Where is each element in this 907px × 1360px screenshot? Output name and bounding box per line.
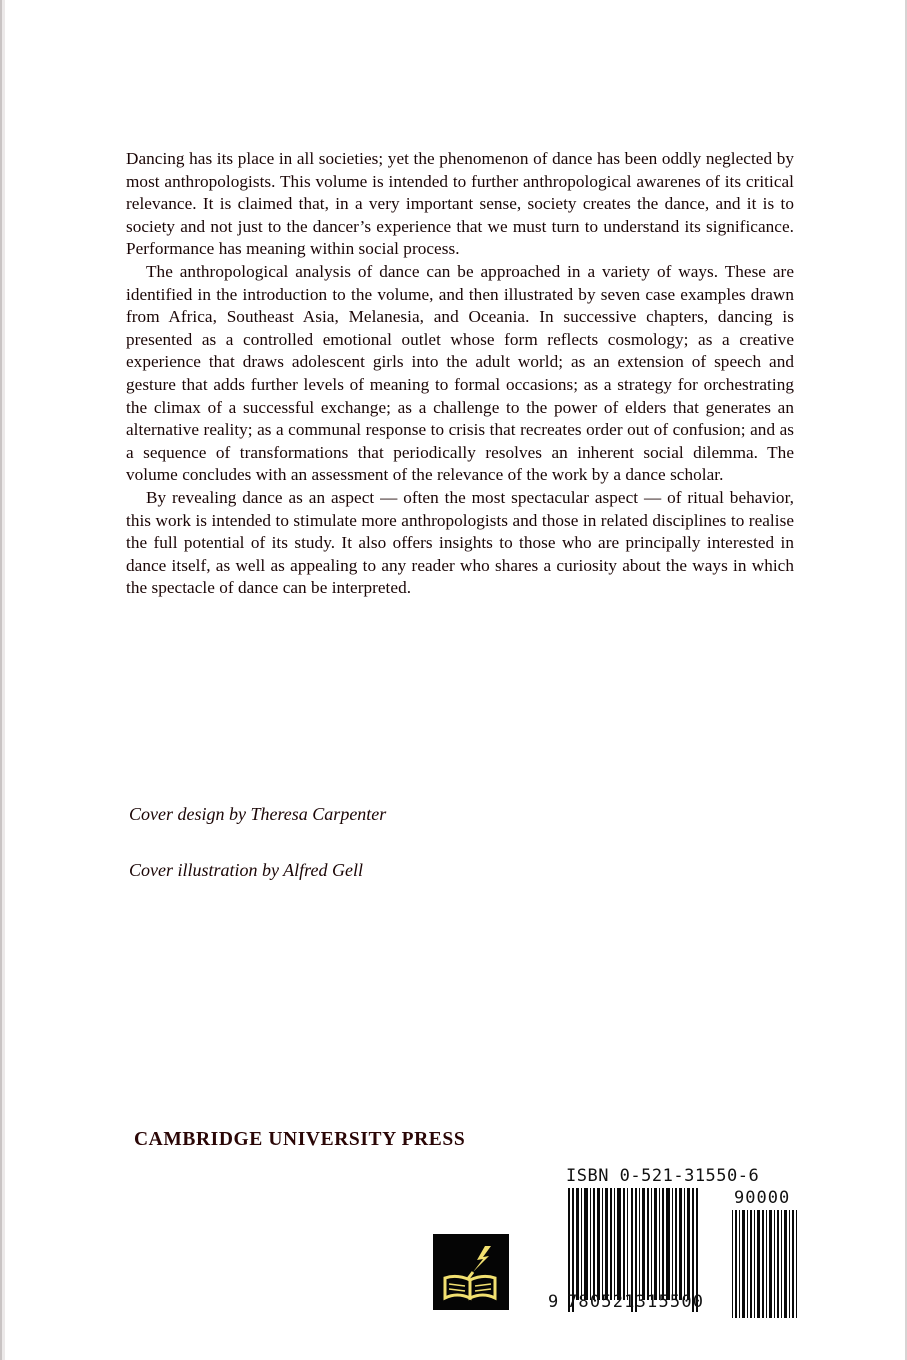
isbn-label: ISBN 0-521-31550-6 [566,1166,760,1186]
page-edge-shadow [2,0,5,1360]
ean-digits: 780521315500 [567,1292,705,1312]
blurb-paragraph-2: The anthropological analysis of dance can be approached in a variety of ways. These are identified in the introduction to the volume, and then illustrated by seven case examples drawn from Africa, Southeast Asia, Melanesia, and Oceania. In successive chapters, dancing is presented as a controlled emotional outlet whose form reflects cosmology; as a creative experience that draws adolescent girls into the adult world; as an extension of speech and gesture that adds further levels of meaning to formal occasions; as a strategy for orchestrating the climax of a successful exchange; as a challenge to the power of elders that generates an alternative reality; as a communal response to crisis that recreates order out of confusion; and as a sequence of transformations that periodically resolves an inherent social dilemma. The volume concludes with an assessment of the relevance of the work by a dance scholar. [126,261,794,485]
blurb-paragraph-1: Dancing has its place in all societies; yet the phenomenon of dance has been oddly neglected by most anthropologists. This volume is intended to further anthropological awarenes of its critical relevance. It is claimed that, in a very important sense, society creates the dance, and it is to society and not just to the dancer’s experience that we must turn to understand its significance. Performance has meaning within social process. [126,149,794,259]
open-book-with-torch-icon [433,1234,509,1310]
price-code: 90000 [734,1188,791,1208]
price-addon-barcode [732,1210,798,1318]
isbn-barcode-block [548,1166,812,1328]
cover-illustration-credit: Cover illustration by Alfred Gell [129,860,363,880]
ean-first-digit: 9 [548,1292,559,1312]
cover-design-credit: Cover design by Theresa Carpenter [129,804,387,824]
publisher-name: CAMBRIDGE UNIVERSITY PRESS [134,1129,466,1150]
blurb-paragraph-3: By revealing dance as an aspect — often the most spectacular aspect — of ritual behavior, this work is intended to stimulate more anthropologists and those in related disciplines to realise the full potential of its study. It also offers insights to those who are principally interested in dance itself, as well as appealing to any reader who shares a curiosity about the ways in which the spectacle of dance can be interpreted. [126,487,794,598]
back-cover-blurb [126,148,794,600]
